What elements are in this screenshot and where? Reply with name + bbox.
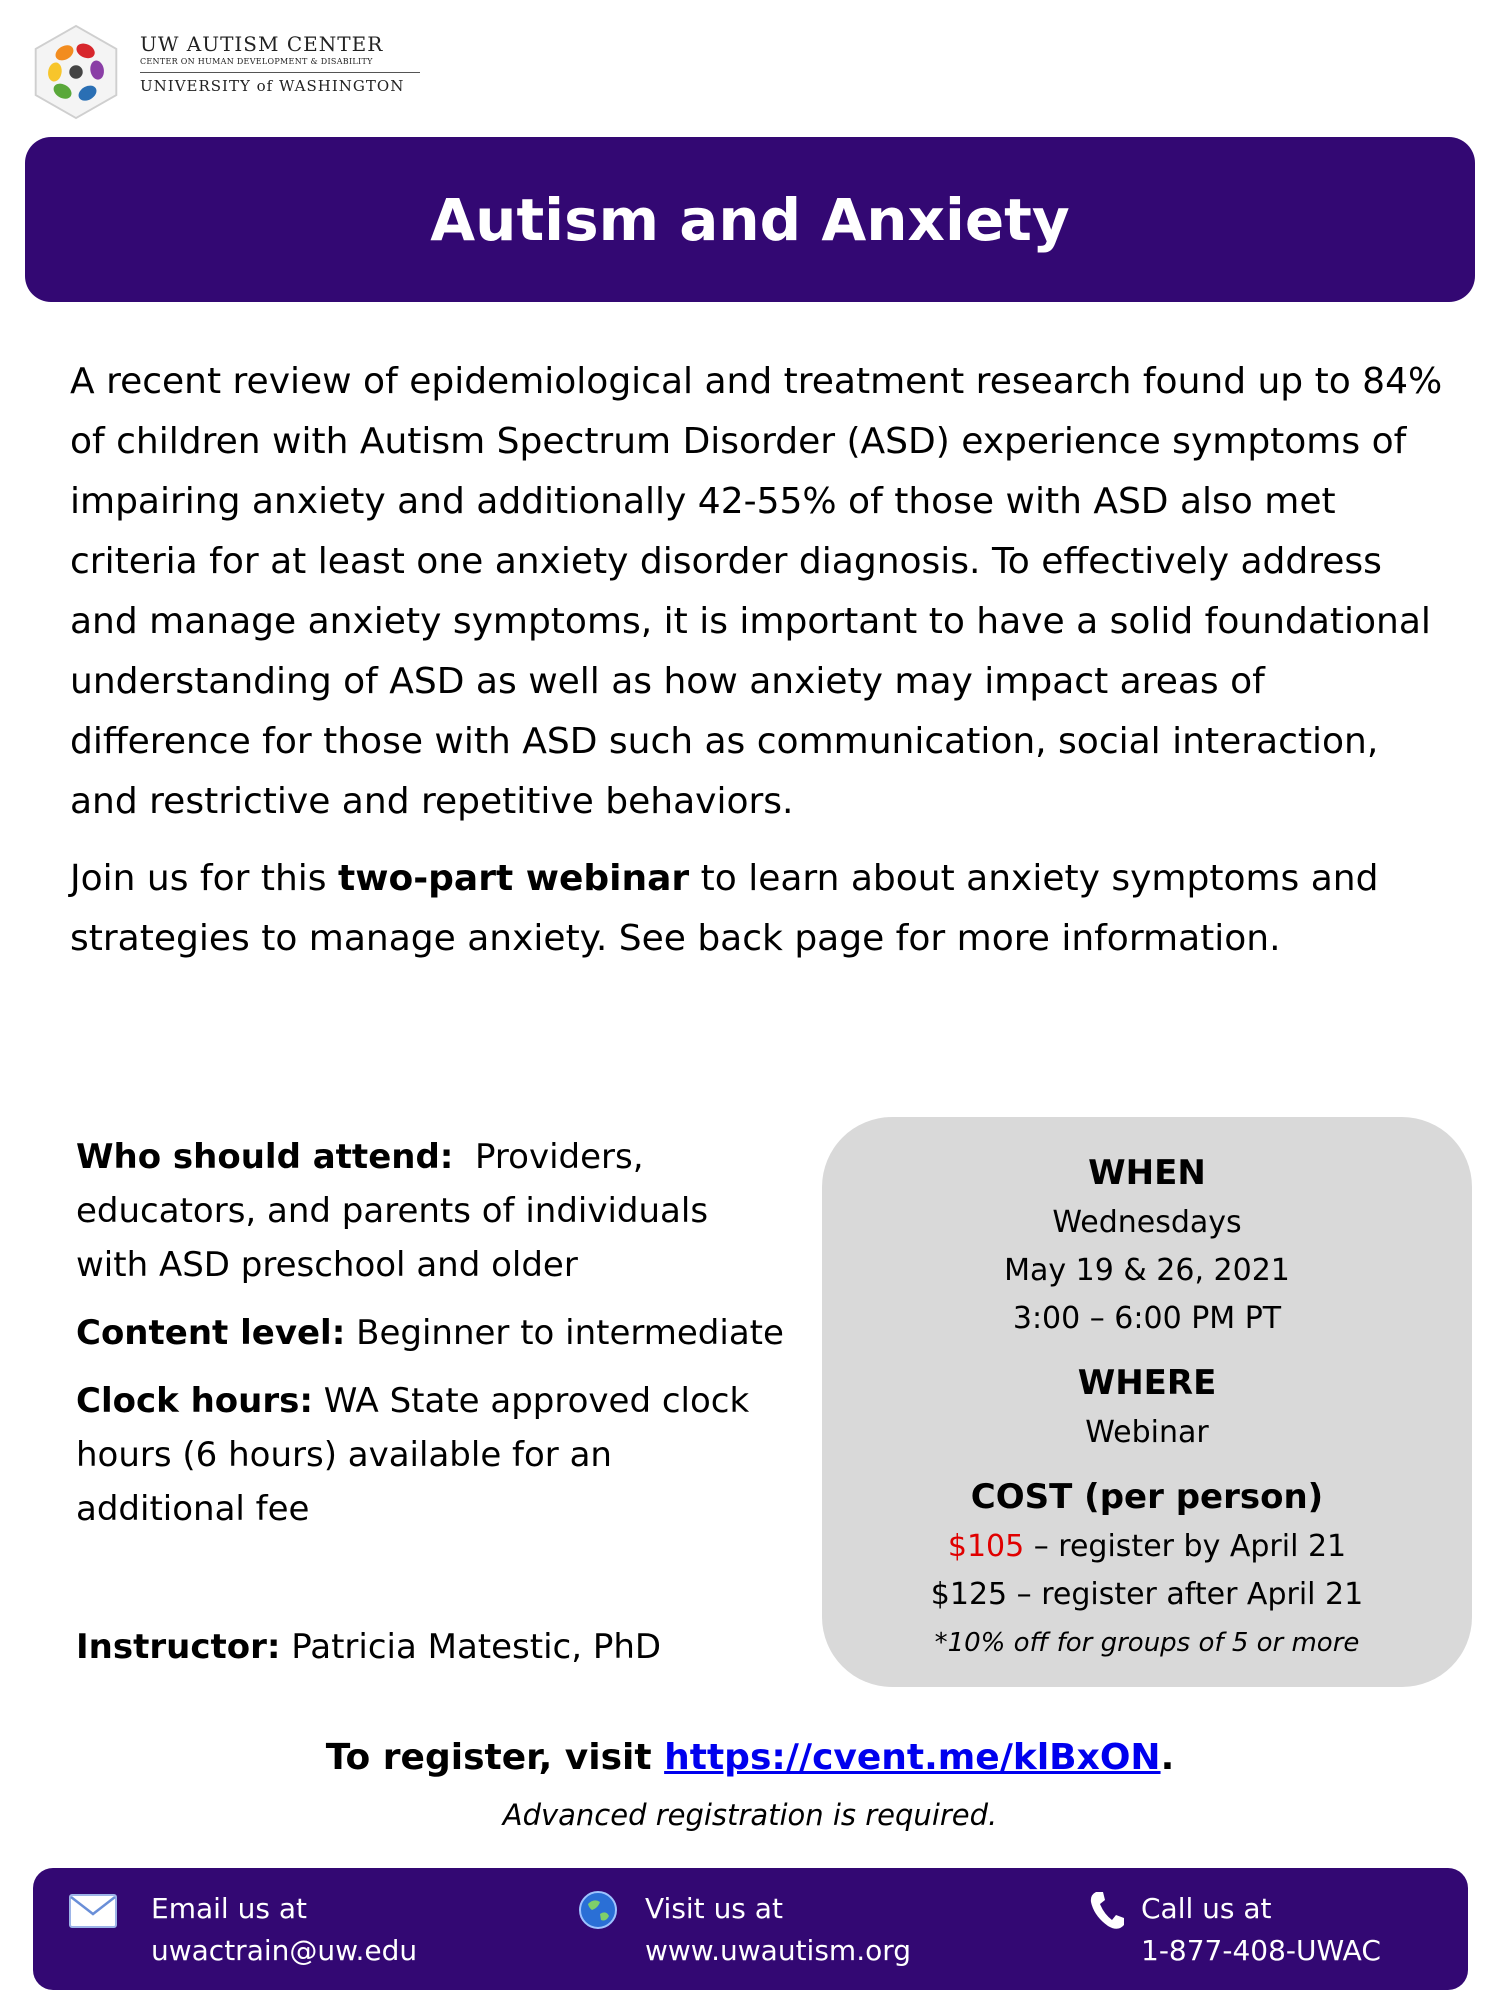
phone-contact [1141,1888,1381,1972]
registration-note: Advanced registration is required. [502,1798,998,1832]
when-heading: WHEN [1088,1153,1206,1193]
intro-paragraph: A recent review of epidemiological and treatment research found up to 84% of children with Autism Spectrum Disorder (ASD) experience symptoms of impairing anxiety and additionally 42-55% of those with ASD also met criteria for at least one anxiety disorder diagnosis. To effectively address and manage anxiety symptoms, it is important to have a solid foundational understanding of ASD as well as how anxiety may impact areas of difference for those with ASD such as communication, social interaction, and restrictive and repetitive behaviors. [70,361,1443,822]
web-contact [645,1888,911,1972]
where-heading: WHERE [1077,1363,1217,1403]
web-address[interactable]: www.uwautism.org [645,1934,912,1967]
logo-university: UNIVERSITY of WASHINGTON [140,77,405,95]
event-details [76,1130,786,1667]
group-discount-note: *10% off for groups of 5 or more [934,1628,1360,1658]
clock-hours [76,1374,786,1536]
webinar-text-end: to learn about anxiety symptoms and strategies to manage anxiety. See back page for more information. [70,858,1379,959]
webinar-paragraph [70,849,1450,969]
envelope-icon [69,1894,117,1928]
globe-icon [578,1890,618,1930]
phone-label: Call us at [1141,1892,1272,1925]
phone-icon [1088,1890,1126,1932]
intro-section [70,352,1450,969]
early-price: $105 [947,1529,1025,1564]
title-banner [25,137,1475,302]
webinar-text-start: Join us for this [70,858,338,899]
phone-number[interactable]: 1-877-408-UWAC [1141,1934,1381,1967]
who-should-attend [76,1130,786,1292]
late-price-text: – register after April 21 [1007,1577,1364,1612]
early-price-text: – register by April 21 [1024,1529,1347,1564]
logo-subtitle: CENTER ON HUMAN DEVELOPMENT & DISABILITY [140,56,420,73]
register-link[interactable]: https://cvent.me/klBxON [664,1737,1161,1778]
hexagon-hands-logo-icon [28,24,124,120]
clock-label: Clock hours: [76,1381,313,1421]
content-value: Beginner to intermediate [356,1313,784,1353]
register-line [0,1733,1500,1783]
register-suffix: . [1160,1737,1175,1778]
webinar-emphasis: two-part webinar [338,858,690,899]
clock-value: WA State approved clock hours (6 hours) available for an additional fee [76,1381,750,1529]
late-price: $125 [930,1577,1008,1612]
when-day: Wednesdays [1052,1205,1242,1240]
page-title: Autism and Anxiety [430,185,1070,254]
logo-title: UW AUTISM CENTER [140,32,384,56]
email-label: Email us at [151,1892,307,1925]
who-value: Providers, educators, and parents of individuals with ASD preschool and older [76,1137,709,1285]
email-contact [151,1888,417,1972]
web-label: Visit us at [645,1892,783,1925]
register-prefix: To register, visit [325,1737,665,1778]
content-level [76,1306,786,1360]
instructor-value: Patricia Matestic, PhD [291,1627,662,1667]
who-label: Who should attend: [76,1137,454,1177]
cost-heading: COST (per person) [970,1477,1324,1517]
uw-autism-center-logo [28,24,428,124]
instructor-label: Instructor: [76,1627,281,1667]
contact-footer [33,1868,1468,1990]
early-price-line [822,1523,1472,1571]
when-dates: May 19 & 26, 2021 [1004,1253,1290,1288]
instructor [76,1620,661,1674]
where-value: Webinar [1085,1415,1209,1450]
late-price-line [822,1571,1472,1619]
when-where-cost-box [822,1117,1472,1687]
when-time: 3:00 – 6:00 PM PT [1012,1301,1282,1336]
email-address[interactable]: uwactrain@uw.edu [151,1934,418,1967]
content-label: Content level: [76,1313,346,1353]
